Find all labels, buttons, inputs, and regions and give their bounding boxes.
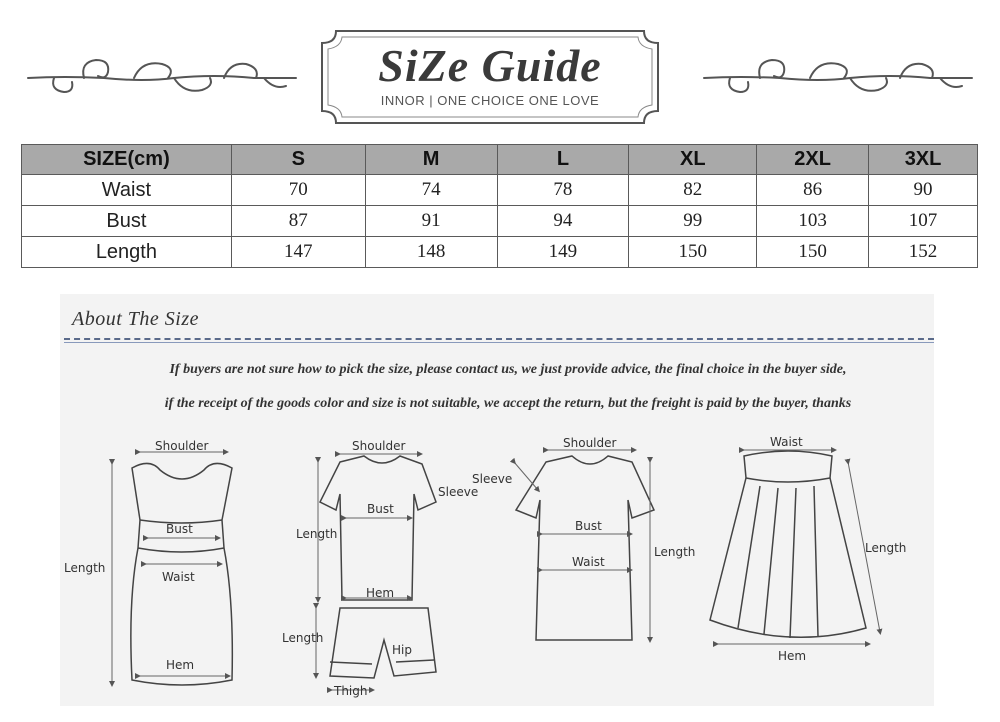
tshirt-length-label: Length: [296, 527, 338, 541]
top-waist-label: Waist: [572, 555, 605, 569]
dress-length-label: Length: [64, 561, 106, 575]
table-cell: 78: [497, 175, 629, 206]
about-note-line-1: If buyers are not sure how to pick the size, please contact us, we just provide advice, the final choice in the buyer side,: [169, 362, 847, 377]
table-cell: 107: [869, 206, 978, 237]
shorts-hip-label: Hip: [392, 643, 412, 657]
tshirt-bust-label: Bust: [367, 502, 394, 516]
table-cell: 87: [231, 206, 365, 237]
table-cell: 82: [629, 175, 757, 206]
tshirt-hem-label: Hem: [366, 586, 395, 600]
table-cell: 94: [497, 206, 629, 237]
dress-shoulder-label: Shoulder: [155, 439, 209, 453]
table-cell: 90: [869, 175, 978, 206]
table-cell: 70: [231, 175, 365, 206]
table-cell: 150: [757, 237, 869, 268]
table-cell: 99: [629, 206, 757, 237]
column-header: M: [365, 145, 497, 175]
top-length-label: Length: [654, 545, 696, 559]
table-cell: 147: [231, 237, 365, 268]
table-cell: 86: [757, 175, 869, 206]
table-cell: 150: [629, 237, 757, 268]
table-cell: 91: [365, 206, 497, 237]
about-note-line-2: if the receipt of the goods color and size is not suitable, we accept the return, but the freight is paid by the buyer, thanks: [164, 396, 852, 411]
table-cell: 74: [365, 175, 497, 206]
column-header: S: [231, 145, 365, 175]
tshirt-shoulder-label: Shoulder: [352, 439, 406, 453]
column-header: SIZE(cm): [22, 145, 232, 175]
table-cell: 103: [757, 206, 869, 237]
dress-hem-label: Hem: [166, 658, 195, 672]
dress-bust-label: Bust: [166, 522, 193, 536]
row-label: Length: [22, 237, 232, 268]
table-cell: 152: [869, 237, 978, 268]
dress-waist-label: Waist: [162, 570, 195, 584]
skirt-hem-label: Hem: [778, 649, 807, 663]
shorts-thigh-label: Thigh: [334, 684, 368, 698]
column-header: 3XL: [869, 145, 978, 175]
tshirt-sleeve-label: Sleeve: [438, 485, 479, 499]
column-header: L: [497, 145, 629, 175]
guide-subtitle: INNOR | ONE CHOICE ONE LOVE: [380, 93, 600, 108]
table-cell: 148: [365, 237, 497, 268]
row-label: Bust: [22, 206, 232, 237]
about-title: About The Size: [72, 308, 199, 330]
row-label: Waist: [22, 175, 232, 206]
guide-title: SiZe Guide: [378, 40, 602, 91]
top-shoulder-label: Shoulder: [563, 436, 617, 450]
top-sleeve-label: Sleeve: [472, 472, 513, 486]
top-bust-label: Bust: [575, 519, 602, 533]
shorts-length-label: Length: [282, 631, 324, 645]
column-header: XL: [629, 145, 757, 175]
skirt-length-label: Length: [865, 541, 907, 555]
table-cell: 149: [497, 237, 629, 268]
column-header: 2XL: [757, 145, 869, 175]
skirt-waist-label: Waist: [770, 435, 803, 449]
